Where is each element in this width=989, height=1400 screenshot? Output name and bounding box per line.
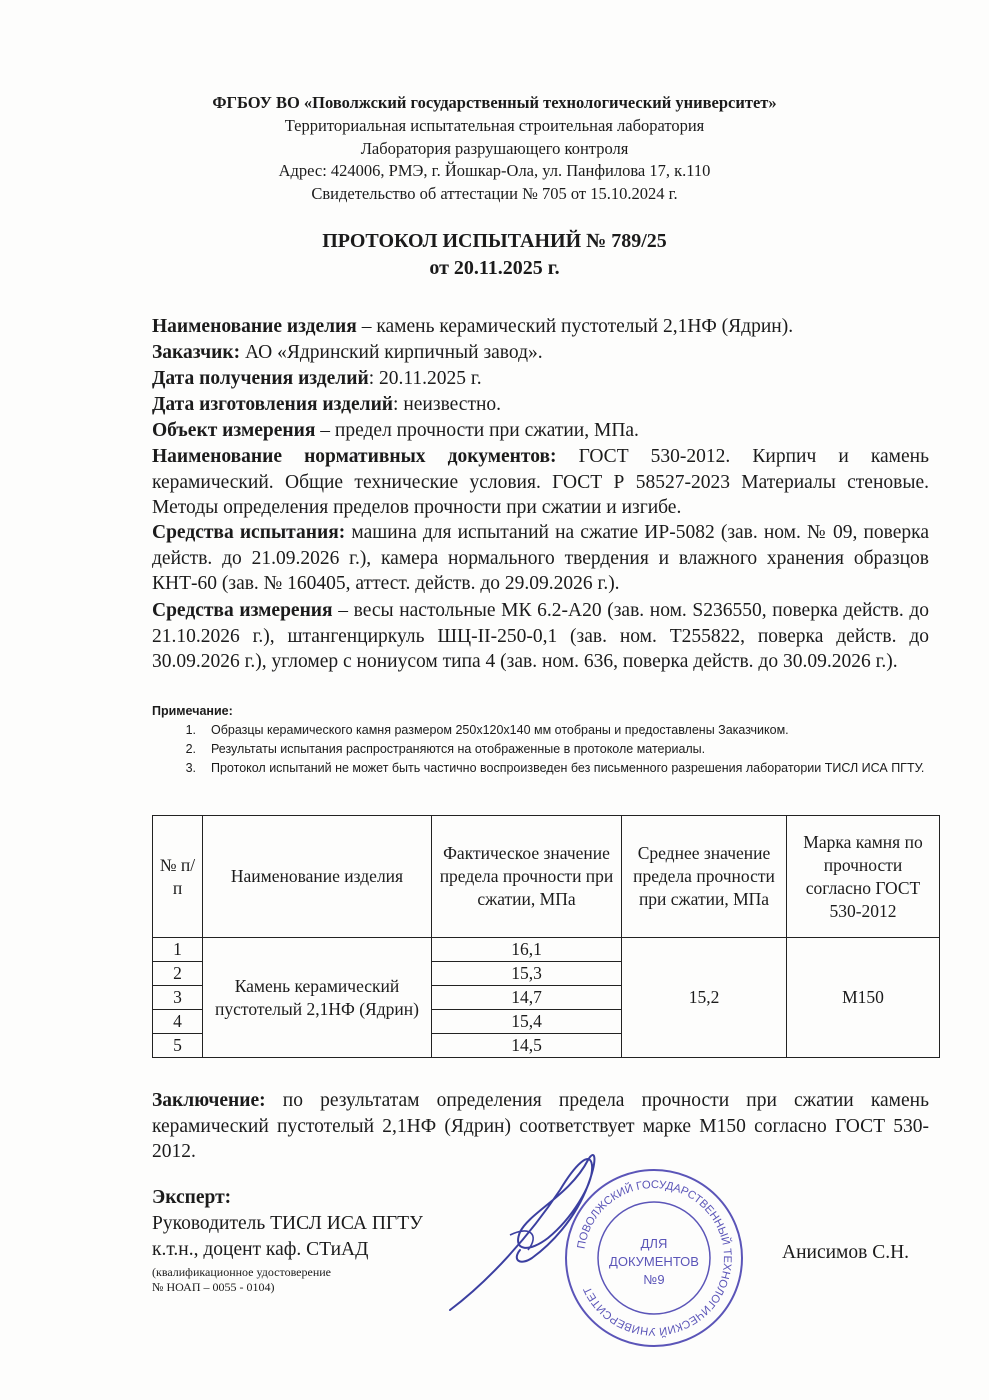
field-customer-value: АО «Ядринский кирпичный завод». <box>240 342 543 363</box>
note-number: 1. <box>185 723 196 737</box>
field-test-means-label: Средства испытания: <box>152 522 346 543</box>
row-number: 1 <box>153 938 203 962</box>
notes-title: Примечание: <box>152 704 233 718</box>
field-received-label: Дата получения изделий <box>152 368 369 389</box>
product-name-cell: Камень керамический пустотелый 2,1НФ (Ядрин) <box>203 938 432 1058</box>
header-actual-strength: Фактическое значение предела прочности при сжатии, МПа <box>432 816 622 938</box>
header-average-strength: Среднее значение предела прочности при сжатии, МПа <box>622 816 787 938</box>
field-measure-means <box>152 598 929 675</box>
field-measure-means-value: – весы настольные МК 6.2-А20 (зав. ном. S236550, поверка действ. до 21.10.2026 г.), штангенциркуль ШЦ-II-250-0,1 (зав. ном. Т255822, поверка действ. до 30.09.2026 г.), угломер с нониусом типа 4 (зав. ном. 636, поверка действ. до 30.09.2026 г.). <box>152 600 929 672</box>
field-object-value: – предел прочности при сжатии, МПа. <box>315 420 639 441</box>
lab-address: Адрес: 424006, РМЭ, г. Йошкар-Ола, ул. Панфилова 17, к.110 <box>278 161 711 180</box>
round-seal-stamp <box>562 1166 746 1350</box>
seal-center-line2: ДОКУМЕНТОВ <box>609 1254 699 1269</box>
header-number: № п/п <box>153 816 203 938</box>
field-manufactured-value: : неизвестно. <box>393 394 502 415</box>
results-table <box>152 815 940 1058</box>
field-product-value: – камень керамический пустотелый 2,1НФ (Ядрин). <box>356 316 794 337</box>
seal-center-line1: ДЛЯ <box>640 1236 668 1251</box>
protocol-date: от 20.11.2025 г. <box>429 257 560 279</box>
table-row <box>153 938 940 962</box>
field-product-label: Наименование изделия <box>152 316 357 337</box>
field-received-value: : 20.11.2025 г. <box>368 368 482 389</box>
note-text: Результаты испытания распространяются на отображенные в протоколе материалы. <box>211 742 706 756</box>
row-number: 2 <box>153 962 203 986</box>
field-customer <box>152 340 929 366</box>
qualification-note: (квалификационное удостоверение <box>152 1265 331 1279</box>
row-number: 4 <box>153 1010 203 1034</box>
field-object-label: Объект измерения <box>152 420 316 441</box>
field-documents-label: Наименование нормативных документов: <box>152 446 557 467</box>
expert-position: Руководитель ТИСЛ ИСА ПГТУ <box>152 1213 423 1234</box>
field-measure-means-label: Средства измерения <box>152 600 333 621</box>
field-documents <box>152 444 929 521</box>
seal-ring-textpath: ПОВОЛЖСКИЙ ГОСУДАРСТВЕННЫЙ ТЕХНОЛОГИЧЕСКИЙ УНИВЕРСИТЕТ <box>575 1178 734 1338</box>
expert-label: Эксперт: <box>152 1187 232 1208</box>
conclusion-label: Заключение: <box>152 1090 266 1111</box>
field-manufactured <box>152 392 929 418</box>
strength-value: 14,7 <box>432 986 622 1010</box>
protocol-title: ПРОТОКОЛ ИСПЫТАНИЙ № 789/25 <box>322 230 667 252</box>
note-number: 2. <box>185 742 196 756</box>
conclusion-text: по результатам определения предела прочности при сжатии камень керамический пустотелый 2,1НФ (Ядрин) соответствует марке М150 согласно ГОСТ 530-2012. <box>152 1090 929 1162</box>
expert-degree: к.т.н., доцент каф. СТиАД <box>152 1239 369 1260</box>
lab-name: Территориальная испытательная строительная лаборатория <box>284 116 705 135</box>
header-strength-grade: Марка камня по прочности согласно ГОСТ 530-2012 <box>787 816 940 938</box>
average-value-cell: 15,2 <box>622 938 787 1058</box>
table-header-row <box>153 816 940 938</box>
note-number: 3. <box>185 761 196 775</box>
strength-value: 15,3 <box>432 962 622 986</box>
field-product <box>152 314 929 340</box>
note-text: Протокол испытаний не может быть частично воспроизведен без письменного разрешения лаборатории ТИСЛ ИСА ПГТУ. <box>211 761 925 775</box>
field-received <box>152 366 929 392</box>
qualification-number: № НОАП – 0055 - 0104) <box>152 1280 275 1294</box>
field-customer-label: Заказчик: <box>152 342 241 363</box>
field-documents-value: ГОСТ 530-2012. Кирпич и камень керамический. Общие технические условия. ГОСТ Р 58527-2023 Материалы стеновые. Методы определения пределов прочности при сжатии и изгибе. <box>152 446 929 518</box>
lab-department: Лаборатория разрушающего контроля <box>360 139 629 158</box>
strength-value: 14,5 <box>432 1034 622 1058</box>
expert-name: Анисимов С.Н. <box>782 1242 910 1263</box>
row-number: 3 <box>153 986 203 1010</box>
grade-cell: М150 <box>787 938 940 1058</box>
field-object <box>152 418 929 444</box>
note-text: Образцы керамического камня размером 250х120х140 мм отобраны и предоставлены Заказчиком. <box>211 723 789 737</box>
seal-center-line3: №9 <box>643 1272 665 1287</box>
strength-value: 16,1 <box>432 938 622 962</box>
row-number: 5 <box>153 1034 203 1058</box>
header-product-name: Наименование изделия <box>203 816 432 938</box>
field-test-means-value: машина для испытаний на сжатие ИР-5082 (зав. ном. № 09, поверка действ. до 21.09.2026 г.), камера нормального твердения и влажного хранения образцов КНТ-60 (зав. № 160405, аттест. действ. до 29.09.2026 г.). <box>152 522 929 594</box>
field-manufactured-label: Дата изготовления изделий <box>152 394 394 415</box>
strength-value: 15,4 <box>432 1010 622 1034</box>
organization-name: ФГБОУ ВО «Поволжский государственный технологический университет» <box>212 93 777 112</box>
attestation-certificate: Свидетельство об аттестации № 705 от 15.10.2024 г. <box>311 184 678 203</box>
field-test-means <box>152 520 929 597</box>
